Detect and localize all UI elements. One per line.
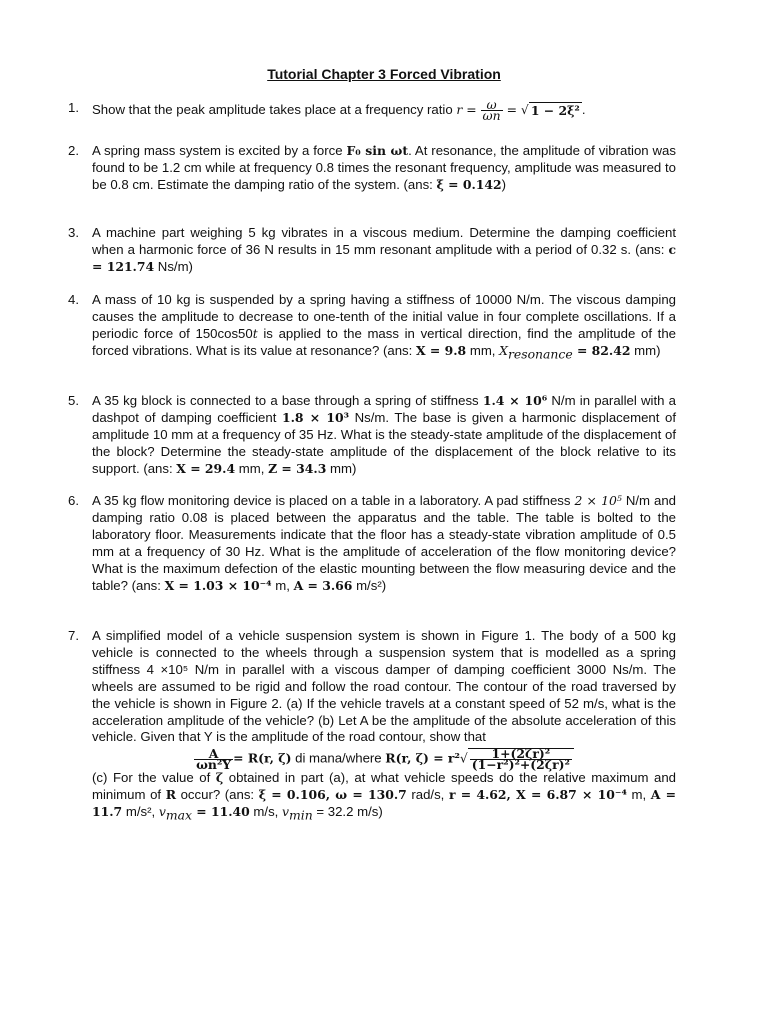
question-text: A mass of 10 kg is suspended by a spring having a stiffness of 10000 N/m. The viscous damping causes the amplitude to decrease to one-tenth of the initial value in four complete oscillations. If a periodic force of 150cos50t is applied to the mass in vertical direction, find the amplitude of the forced vibrations. What is its value at resonance? (ans: X = 9.8 mm, $X_{resonance} = 82.42$ mm) — [92, 292, 676, 362]
question-text-continued: (c) For the value of ζ obtained in part (a), at what vehicle speeds do the relative maximum and minimum of R occur? (ans: ξ = 0.106, ω = 130.7 rad/s, r = 4.62, X = 6.87 × 10⁻⁴ m, A = 11.7 m/s², $v_{max} = 11.40$ m/s, $v_{min} = 32.2$ m/s) — [92, 770, 676, 823]
question-text: A 35 kg flow monitoring device is placed on a table in a laboratory. A pad stiffness 2 × 10⁵ N/m and damping ratio 0.08 is placed between the apparatus and the table. The table is bolted to the laboratory floor. Measurements indicate that the floor has a steady-state vibration amplitude of 0.5 mm at a frequency of 30 Hz. What is the amplitude of acceleration of the flow monitoring device? What is the maximum defection of the elastic mounting between the flow measuring device and the table? (ans: X = 1.03 × 10⁻⁴ m, A = 3.66 m/s²) — [92, 493, 676, 593]
question-number: 5. — [68, 393, 79, 408]
question-6 — [68, 493, 676, 594]
question-text: Show that the peak amplitude takes place at a frequency ratio r = $\frac{\omega}{\omega n}$ = √ 1 − 2ξ² . — [92, 97, 586, 123]
question-text: A machine part weighing 5 kg vibrates in a viscous medium. Determine the damping coefficient when a harmonic force of 36 N results in 15 mm resonant amplitude with a period of 0.32 s. (ans: c = 121.74 Ns/m) — [92, 225, 676, 274]
question-1 — [68, 97, 676, 123]
question-number: 4. — [68, 292, 79, 307]
question-number: 3. — [68, 225, 79, 240]
question-number: 1. — [68, 100, 79, 115]
question-5 — [68, 393, 677, 478]
square-root — [468, 746, 574, 773]
question-number: 7. — [68, 628, 79, 643]
question-number: 2. — [68, 143, 79, 158]
question-4 — [68, 292, 676, 362]
page-title: Tutorial Chapter 3 Forced Vibration — [267, 66, 501, 82]
square-root: 1 − 2ξ² — [530, 102, 580, 118]
equation: $\frac{A}{\text{ωn²Y}}$ = R(r, ζ) di mana/where R(r, ζ) = r²√ $\frac{\text{1+(2ζr)²}}{\text{(1−r²)²+(2ζr)²}}$ — [92, 748, 676, 770]
question-7 — [68, 628, 676, 823]
fraction: $\frac{\omega}{\omega n}$ — [482, 97, 501, 123]
question-3 — [68, 225, 676, 276]
question-text: A 35 kg block is connected to a base through a spring of stiffness 1.4 × 10⁶ N/m in parallel with a dashpot of damping coefficient 1.8 × 10³ Ns/m. The base is given a harmonic displacement of amplitude 10 mm at a frequency of 35 Hz. What is the steady-state amplitude of the displacement of the block? Determine the steady-state amplitude of the displacement of the block relative to its support. (ans: X = 29.4 mm, Z = 34.3 mm) — [92, 393, 677, 476]
question-number: 6. — [68, 493, 79, 508]
question-2 — [68, 143, 676, 194]
fraction: $\frac{A}{\text{ωn²Y}}$ — [196, 745, 232, 772]
question-text: A spring mass system is excited by a force F₀ sin ωt. At resonance, the amplitude of vibration was found to be 1.2 cm while at frequency 0.8 times the resonant frequency, amplitude was measured to be 0.8 cm. Estimate the damping ratio of the system. (ans: ξ = 0.142) — [92, 143, 676, 192]
fraction: $\frac{\text{1+(2ζr)²}}{\text{(1−r²)²+(2ζr)²}}$ — [471, 746, 570, 773]
question-text: A simplified model of a vehicle suspension system is shown in Figure 1. The body of a 500 kg vehicle is connected to the wheels through a suspension system that is modelled as a spring stiffness 4 ×10⁵ N/m in parallel with a viscous damper of damping coefficient 3000 Ns/m. The wheels are assumed to be rigid and follow the road contour. The contour of the road traversed by the vehicle is shown in Figure 2. (a) If the vehicle travels at a constant speed of 52 m/s, what is the acceleration amplitude of the vehicle? (b) Let A be the amplitude of the absolute acceleration of this vehicle. Given that Y is the amplitude of the road contour, show that — [92, 628, 676, 745]
